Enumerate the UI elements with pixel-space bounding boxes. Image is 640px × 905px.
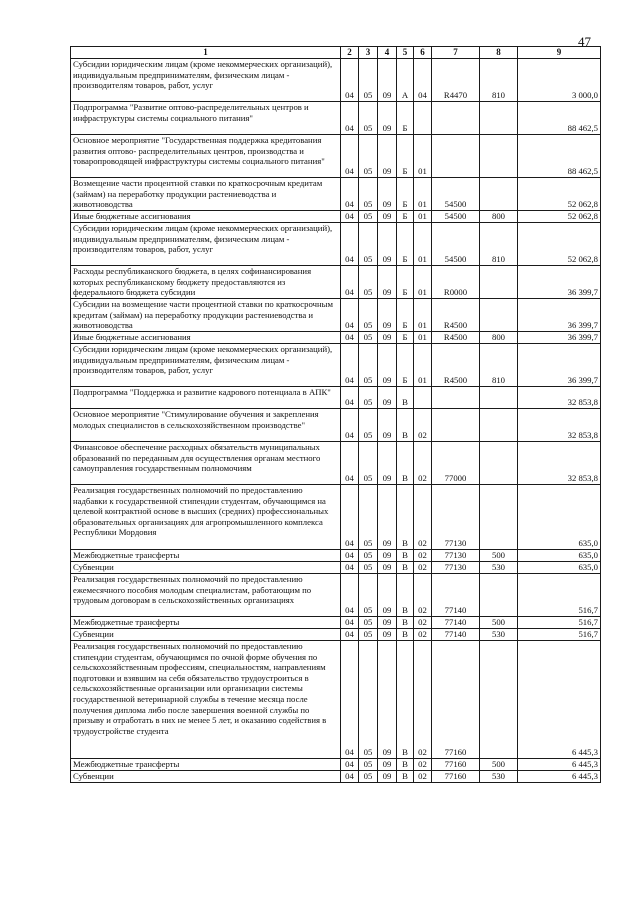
table-row — [71, 562, 601, 574]
cell-col-5: В — [397, 562, 414, 574]
cell-col-5: Б — [397, 299, 414, 332]
cell-col-8: 500 — [480, 617, 518, 629]
cell-col-4: 09 — [378, 617, 397, 629]
cell-name: Субвенции — [71, 562, 341, 574]
cell-col-7 — [432, 102, 480, 135]
cell-amount: 635,0 — [518, 485, 601, 550]
cell-col-5: Б — [397, 102, 414, 135]
cell-col-5: Б — [397, 211, 414, 223]
cell-col-7 — [432, 387, 480, 409]
cell-col-4: 09 — [378, 771, 397, 783]
cell-col-6: 02 — [414, 771, 432, 783]
cell-name: Межбюджетные трансферты — [71, 759, 341, 771]
cell-col-3: 05 — [359, 771, 378, 783]
table-row — [71, 771, 601, 783]
table-row — [71, 485, 601, 550]
cell-col-6: 02 — [414, 629, 432, 641]
cell-col-2: 04 — [341, 550, 359, 562]
cell-col-3: 05 — [359, 332, 378, 344]
cell-col-8: 530 — [480, 629, 518, 641]
cell-col-7: R0000 — [432, 266, 480, 299]
table-row — [71, 223, 601, 266]
table-row — [71, 211, 601, 223]
table-header-row — [71, 47, 601, 59]
cell-col-5: А — [397, 59, 414, 102]
cell-col-8 — [480, 409, 518, 442]
cell-col-6 — [414, 387, 432, 409]
cell-col-2: 04 — [341, 562, 359, 574]
cell-col-3: 05 — [359, 299, 378, 332]
cell-col-3: 05 — [359, 387, 378, 409]
cell-col-3: 05 — [359, 178, 378, 211]
cell-col-8 — [480, 641, 518, 759]
cell-name: Подпрограмма "Развитие оптово-распределительных центров и инфраструктуры системы социального питания" — [71, 102, 341, 135]
cell-name: Иные бюджетные ассигнования — [71, 211, 341, 223]
cell-col-5: Б — [397, 344, 414, 387]
cell-col-4: 09 — [378, 759, 397, 771]
cell-col-4: 09 — [378, 178, 397, 211]
cell-col-8: 810 — [480, 223, 518, 266]
table-row — [71, 574, 601, 617]
cell-name: Финансовое обеспечение расходных обязательств муниципальных образований по переданным для осуществления органам местного самоуправления государственным полномочиям — [71, 442, 341, 485]
cell-col-5: В — [397, 409, 414, 442]
cell-col-4: 09 — [378, 550, 397, 562]
table-row — [71, 59, 601, 102]
cell-col-8 — [480, 574, 518, 617]
table-row — [71, 629, 601, 641]
cell-col-5: Б — [397, 178, 414, 211]
cell-amount: 32 853,8 — [518, 409, 601, 442]
cell-amount: 6 445,3 — [518, 641, 601, 759]
cell-name: Реализация государственных полномочий по предоставлению стипендии студентам, обучающимся по очной форме обучения по сельскохозяйственным профессиям, специальностям, направлениям подготовки и взявшим на себя обязательство трудоустроиться в сельскохозяйственные организации или организации системы государственной ветеринарной службы в течение месяца после получения диплома либо после завершения военной службы по призыву и отработать в них не менее 5 лет, и оказанию содействия в трудоустройстве студента — [71, 641, 341, 759]
cell-col-4: 09 — [378, 102, 397, 135]
cell-col-2: 04 — [341, 485, 359, 550]
cell-col-5: Б — [397, 223, 414, 266]
cell-col-4: 09 — [378, 574, 397, 617]
cell-col-7: 77140 — [432, 629, 480, 641]
cell-col-4: 09 — [378, 485, 397, 550]
cell-col-2: 04 — [341, 332, 359, 344]
cell-name: Субсидии юридическим лицам (кроме некоммерческих организаций), индивидуальным предпринимателям, физическим лицам - производителям товаров, работ, услуг — [71, 344, 341, 387]
cell-col-4: 09 — [378, 387, 397, 409]
cell-col-5: В — [397, 442, 414, 485]
budget-table — [70, 46, 601, 783]
cell-col-7: R4500 — [432, 332, 480, 344]
cell-col-8: 500 — [480, 550, 518, 562]
cell-name: Иные бюджетные ассигнования — [71, 332, 341, 344]
cell-col-5: В — [397, 759, 414, 771]
cell-col-6: 01 — [414, 135, 432, 178]
col-header: 7 — [432, 47, 480, 59]
cell-col-3: 05 — [359, 59, 378, 102]
cell-col-3: 05 — [359, 102, 378, 135]
cell-col-8: 530 — [480, 771, 518, 783]
table-row — [71, 135, 601, 178]
cell-col-5: В — [397, 629, 414, 641]
table-row — [71, 266, 601, 299]
cell-col-8 — [480, 299, 518, 332]
cell-col-3: 05 — [359, 629, 378, 641]
cell-col-3: 05 — [359, 759, 378, 771]
cell-col-7: 77160 — [432, 759, 480, 771]
cell-col-2: 04 — [341, 59, 359, 102]
cell-name: Расходы республиканского бюджета, в целях софинансирования которых республиканскому бюджету предоставляются из федерального бюджета субсидии — [71, 266, 341, 299]
col-header: 5 — [397, 47, 414, 59]
cell-col-5: В — [397, 550, 414, 562]
cell-amount: 635,0 — [518, 550, 601, 562]
cell-col-2: 04 — [341, 409, 359, 442]
cell-col-6: 04 — [414, 59, 432, 102]
cell-amount: 88 462,5 — [518, 135, 601, 178]
cell-col-2: 04 — [341, 759, 359, 771]
col-header: 9 — [518, 47, 601, 59]
cell-col-6: 02 — [414, 562, 432, 574]
table-row — [71, 617, 601, 629]
cell-col-6: 01 — [414, 299, 432, 332]
table-row — [71, 178, 601, 211]
cell-col-7: 77160 — [432, 641, 480, 759]
cell-col-7: 77140 — [432, 617, 480, 629]
cell-col-4: 09 — [378, 266, 397, 299]
table-row — [71, 550, 601, 562]
cell-amount: 52 062,8 — [518, 223, 601, 266]
cell-col-7: R4470 — [432, 59, 480, 102]
cell-col-6: 01 — [414, 178, 432, 211]
cell-col-7: 54500 — [432, 178, 480, 211]
cell-amount: 36 399,7 — [518, 266, 601, 299]
cell-col-3: 05 — [359, 223, 378, 266]
cell-col-2: 04 — [341, 344, 359, 387]
cell-col-3: 05 — [359, 211, 378, 223]
cell-col-6: 02 — [414, 617, 432, 629]
cell-col-8: 500 — [480, 759, 518, 771]
cell-col-7 — [432, 409, 480, 442]
cell-name: Субсидии на возмещение части процентной ставки по краткосрочным кредитам (займам) на переработку продукции растениеводства и животноводства — [71, 299, 341, 332]
cell-col-4: 09 — [378, 332, 397, 344]
cell-col-2: 04 — [341, 641, 359, 759]
cell-col-8: 810 — [480, 59, 518, 102]
cell-col-6: 02 — [414, 550, 432, 562]
cell-col-3: 05 — [359, 266, 378, 299]
cell-col-7: 77130 — [432, 550, 480, 562]
cell-col-4: 09 — [378, 442, 397, 485]
cell-col-2: 04 — [341, 211, 359, 223]
cell-col-4: 09 — [378, 211, 397, 223]
cell-col-8 — [480, 485, 518, 550]
cell-name: Субвенции — [71, 771, 341, 783]
cell-col-7: 77140 — [432, 574, 480, 617]
cell-col-8: 530 — [480, 562, 518, 574]
cell-col-5: В — [397, 617, 414, 629]
cell-col-3: 05 — [359, 485, 378, 550]
cell-col-7: R4500 — [432, 299, 480, 332]
col-header: 2 — [341, 47, 359, 59]
cell-col-7: 77130 — [432, 562, 480, 574]
cell-amount: 516,7 — [518, 574, 601, 617]
cell-col-5: Б — [397, 135, 414, 178]
cell-col-6: 01 — [414, 223, 432, 266]
cell-col-6: 02 — [414, 442, 432, 485]
cell-amount: 36 399,7 — [518, 344, 601, 387]
cell-col-5: В — [397, 641, 414, 759]
col-header: 6 — [414, 47, 432, 59]
cell-col-3: 05 — [359, 617, 378, 629]
cell-amount: 6 445,3 — [518, 759, 601, 771]
cell-col-2: 04 — [341, 135, 359, 178]
cell-col-5: Б — [397, 266, 414, 299]
table-row — [71, 759, 601, 771]
cell-amount: 6 445,3 — [518, 771, 601, 783]
cell-col-6: 01 — [414, 344, 432, 387]
cell-col-4: 09 — [378, 562, 397, 574]
col-header: 3 — [359, 47, 378, 59]
cell-amount: 36 399,7 — [518, 299, 601, 332]
cell-col-4: 09 — [378, 59, 397, 102]
cell-col-2: 04 — [341, 387, 359, 409]
cell-col-6: 02 — [414, 574, 432, 617]
cell-col-8: 800 — [480, 211, 518, 223]
cell-amount: 52 062,8 — [518, 178, 601, 211]
cell-amount: 32 853,8 — [518, 442, 601, 485]
cell-col-3: 05 — [359, 442, 378, 485]
table-row — [71, 387, 601, 409]
cell-col-2: 04 — [341, 629, 359, 641]
cell-col-8 — [480, 266, 518, 299]
table-row — [71, 442, 601, 485]
cell-col-4: 09 — [378, 629, 397, 641]
cell-col-8 — [480, 387, 518, 409]
cell-col-8: 800 — [480, 332, 518, 344]
cell-amount: 516,7 — [518, 629, 601, 641]
cell-amount: 635,0 — [518, 562, 601, 574]
cell-col-3: 05 — [359, 344, 378, 387]
cell-col-3: 05 — [359, 641, 378, 759]
cell-col-7: 77000 — [432, 442, 480, 485]
cell-col-6: 02 — [414, 409, 432, 442]
cell-col-3: 05 — [359, 135, 378, 178]
table-row — [71, 332, 601, 344]
cell-col-6: 02 — [414, 485, 432, 550]
cell-name: Реализация государственных полномочий по предоставлению надбавки к государственной стипендии студентам, обучающимся на целевой контрактной основе в высших (средних) профессиональных образовательных организациях для агропромышленного комплекса Республики Мордовия — [71, 485, 341, 550]
cell-name: Субсидии юридическим лицам (кроме некоммерческих организаций), индивидуальным предпринимателям, физическим лицам - производителям товаров, работ, услуг — [71, 223, 341, 266]
cell-col-5: Б — [397, 332, 414, 344]
cell-col-5: В — [397, 771, 414, 783]
cell-col-7: 54500 — [432, 223, 480, 266]
cell-name: Реализация государственных полномочий по предоставлению ежемесячного пособия молодым специалистам, работающим по трудовым договорам в сельскохозяйственных организациях — [71, 574, 341, 617]
col-header: 1 — [71, 47, 341, 59]
cell-col-8 — [480, 178, 518, 211]
cell-col-8 — [480, 102, 518, 135]
cell-name: Межбюджетные трансферты — [71, 550, 341, 562]
cell-col-2: 04 — [341, 574, 359, 617]
cell-col-2: 04 — [341, 266, 359, 299]
cell-col-6: 02 — [414, 759, 432, 771]
cell-amount: 36 399,7 — [518, 332, 601, 344]
cell-name: Межбюджетные трансферты — [71, 617, 341, 629]
cell-col-4: 09 — [378, 409, 397, 442]
table-row — [71, 344, 601, 387]
cell-col-7: R4500 — [432, 344, 480, 387]
cell-col-5: В — [397, 574, 414, 617]
cell-amount: 516,7 — [518, 617, 601, 629]
cell-col-6: 01 — [414, 332, 432, 344]
cell-col-4: 09 — [378, 223, 397, 266]
cell-col-2: 04 — [341, 771, 359, 783]
page-number: 47 — [578, 34, 591, 49]
cell-col-4: 09 — [378, 641, 397, 759]
cell-col-3: 05 — [359, 550, 378, 562]
cell-col-2: 04 — [341, 223, 359, 266]
table-row — [71, 641, 601, 759]
col-header: 8 — [480, 47, 518, 59]
cell-col-3: 05 — [359, 574, 378, 617]
cell-col-4: 09 — [378, 135, 397, 178]
cell-name: Основное мероприятие "Стимулирование обучения и закрепления молодых специалистов в сельскохозяйственном производстве" — [71, 409, 341, 442]
cell-col-7: 77160 — [432, 771, 480, 783]
cell-col-6: 01 — [414, 211, 432, 223]
cell-col-2: 04 — [341, 442, 359, 485]
cell-col-5: В — [397, 387, 414, 409]
table-row — [71, 299, 601, 332]
cell-col-3: 05 — [359, 409, 378, 442]
cell-col-6: 01 — [414, 266, 432, 299]
cell-col-4: 09 — [378, 344, 397, 387]
cell-name: Субвенции — [71, 629, 341, 641]
cell-col-8 — [480, 442, 518, 485]
col-header: 4 — [378, 47, 397, 59]
cell-col-8 — [480, 135, 518, 178]
cell-col-5: В — [397, 485, 414, 550]
cell-col-3: 05 — [359, 562, 378, 574]
cell-col-4: 09 — [378, 299, 397, 332]
cell-amount: 32 853,8 — [518, 387, 601, 409]
cell-col-7: 54500 — [432, 211, 480, 223]
cell-name: Основное мероприятие "Государственная поддержка кредитования развития оптово- распределительных центров, производства и товаропроводящей инфраструктуры системы социального питания" — [71, 135, 341, 178]
cell-name: Субсидии юридическим лицам (кроме некоммерческих организаций), индивидуальным предпринимателям, физическим лицам - производителям товаров, работ, услуг — [71, 59, 341, 102]
cell-name: Возмещение части процентной ставки по краткосрочным кредитам (займам) на переработку продукции растениеводства и животноводства — [71, 178, 341, 211]
cell-col-2: 04 — [341, 102, 359, 135]
cell-amount: 52 062,8 — [518, 211, 601, 223]
cell-amount: 88 462,5 — [518, 102, 601, 135]
cell-name: Подпрограмма "Поддержка и развитие кадрового потенциала в АПК" — [71, 387, 341, 409]
cell-col-8: 810 — [480, 344, 518, 387]
cell-col-2: 04 — [341, 178, 359, 211]
table-body — [71, 59, 601, 783]
cell-col-7: 77130 — [432, 485, 480, 550]
cell-amount: 3 000,0 — [518, 59, 601, 102]
cell-col-6 — [414, 102, 432, 135]
cell-col-7 — [432, 135, 480, 178]
cell-col-2: 04 — [341, 299, 359, 332]
table-row — [71, 409, 601, 442]
cell-col-2: 04 — [341, 617, 359, 629]
table-row — [71, 102, 601, 135]
cell-col-6: 02 — [414, 641, 432, 759]
